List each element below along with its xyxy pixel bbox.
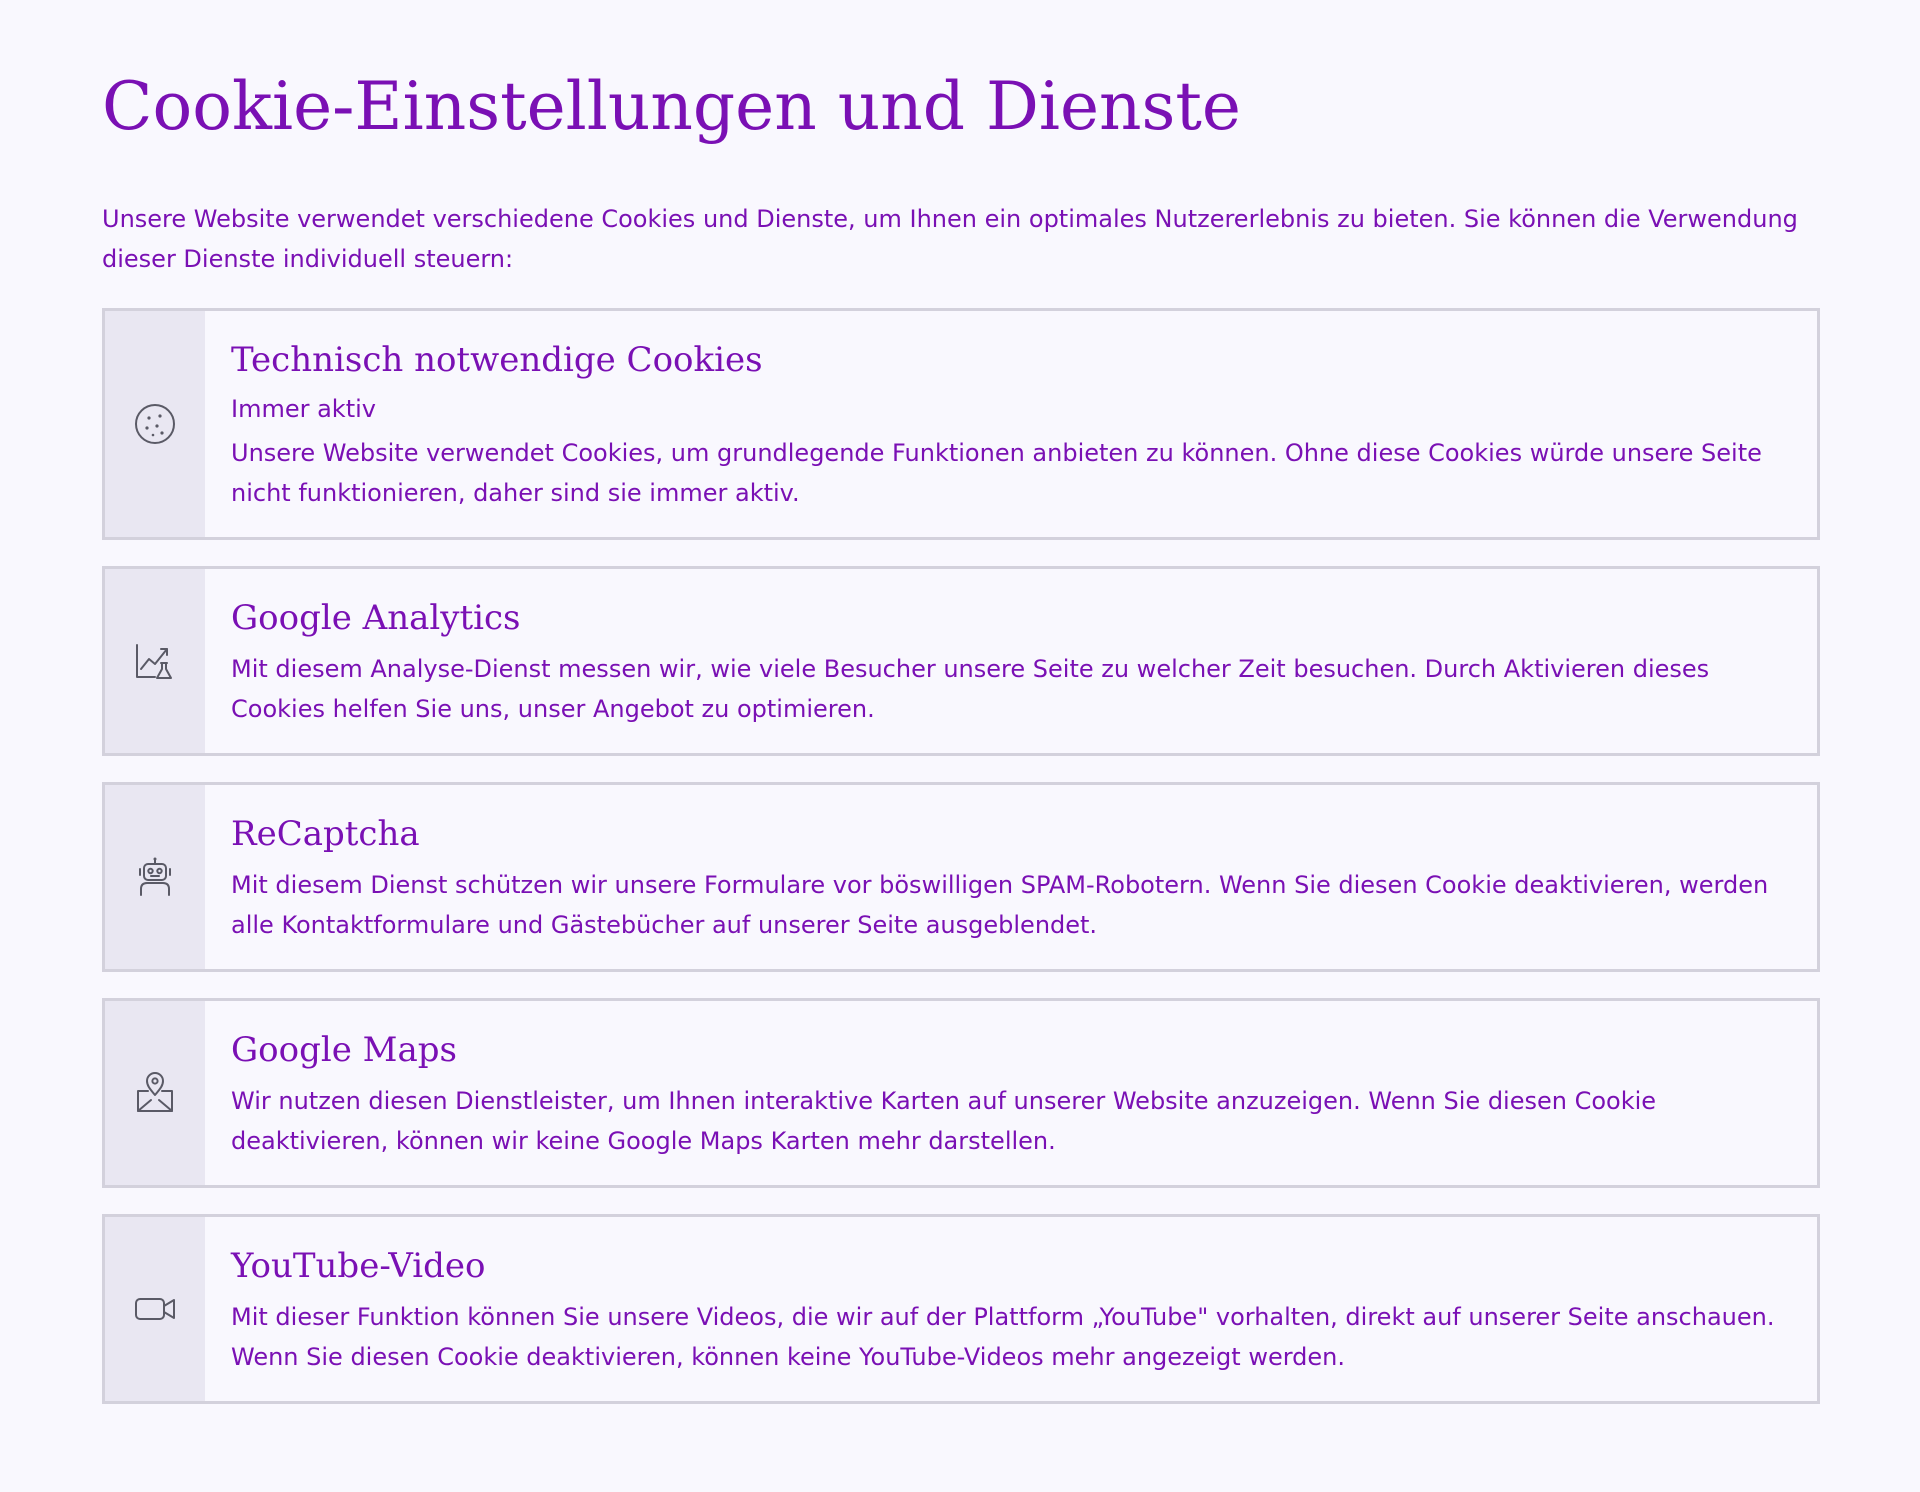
service-card-google-analytics[interactable]	[102, 566, 1820, 756]
service-card-body	[205, 1217, 1817, 1401]
service-title: YouTube-Video	[231, 1246, 486, 1286]
analytics-chart-icon	[133, 639, 177, 683]
page-title: Cookie-Einstellungen und Dienste	[102, 68, 1241, 145]
service-status-badge: Immer aktiv	[231, 395, 376, 423]
service-description: Unsere Website verwendet Cookies, um grundlegende Funktionen anbieten zu können. Ohne diese Cookies würde unsere Seite nicht funktionieren, daher sind sie immer aktiv.	[231, 439, 1762, 507]
service-title: ReCaptcha	[231, 814, 420, 854]
service-icon-column	[105, 1217, 205, 1401]
service-title: Google Maps	[231, 1030, 457, 1070]
service-icon-column	[105, 311, 205, 537]
robot-icon	[133, 855, 177, 899]
service-icon-column	[105, 785, 205, 969]
service-description: Mit dieser Funktion können Sie unsere Videos, die wir auf der Plattform „YouTube" vorhalten, direkt auf unserer Seite anschauen. Wenn Sie diesen Cookie deaktivieren, können keine YouTube-Videos mehr angezeigt werden.	[231, 1303, 1775, 1371]
cookie-icon	[133, 402, 177, 446]
service-card-body	[205, 311, 1817, 537]
map-pin-icon	[133, 1071, 177, 1115]
service-card-body	[205, 569, 1817, 753]
service-description: Wir nutzen diesen Dienstleister, um Ihnen interaktive Karten auf unserer Website anzuzeigen. Wenn Sie diesen Cookie deaktivieren, können wir keine Google Maps Karten mehr darstellen.	[231, 1087, 1657, 1155]
service-title: Google Analytics	[231, 598, 521, 638]
service-icon-column	[105, 569, 205, 753]
service-icon-column	[105, 1001, 205, 1185]
intro-text: Unsere Website verwendet verschiedene Cookies und Dienste, um Ihnen ein optimales Nutzererlebnis zu bieten. Sie können die Verwendung dieser Dienste individuell steuern:	[102, 205, 1798, 273]
service-card-body	[205, 785, 1817, 969]
service-description: Mit diesem Dienst schützen wir unsere Formulare vor böswilligen SPAM-Robotern. Wenn Sie diesen Cookie deaktivieren, werden alle Kontaktformulare und Gästebücher auf unserer Seite ausgeblendet.	[231, 871, 1769, 939]
service-card-necessary-cookies[interactable]	[102, 308, 1820, 540]
service-card-google-maps[interactable]	[102, 998, 1820, 1188]
service-list	[102, 308, 1820, 1430]
video-camera-icon	[133, 1287, 177, 1331]
service-card-youtube-video[interactable]	[102, 1214, 1820, 1404]
service-description: Mit diesem Analyse-Dienst messen wir, wie viele Besucher unsere Seite zu welcher Zeit besuchen. Durch Aktivieren dieses Cookies helfen Sie uns, unser Angebot zu optimieren.	[231, 655, 1710, 723]
service-card-recaptcha[interactable]	[102, 782, 1820, 972]
service-title: Technisch notwendige Cookies	[231, 340, 763, 380]
service-card-body	[205, 1001, 1817, 1185]
